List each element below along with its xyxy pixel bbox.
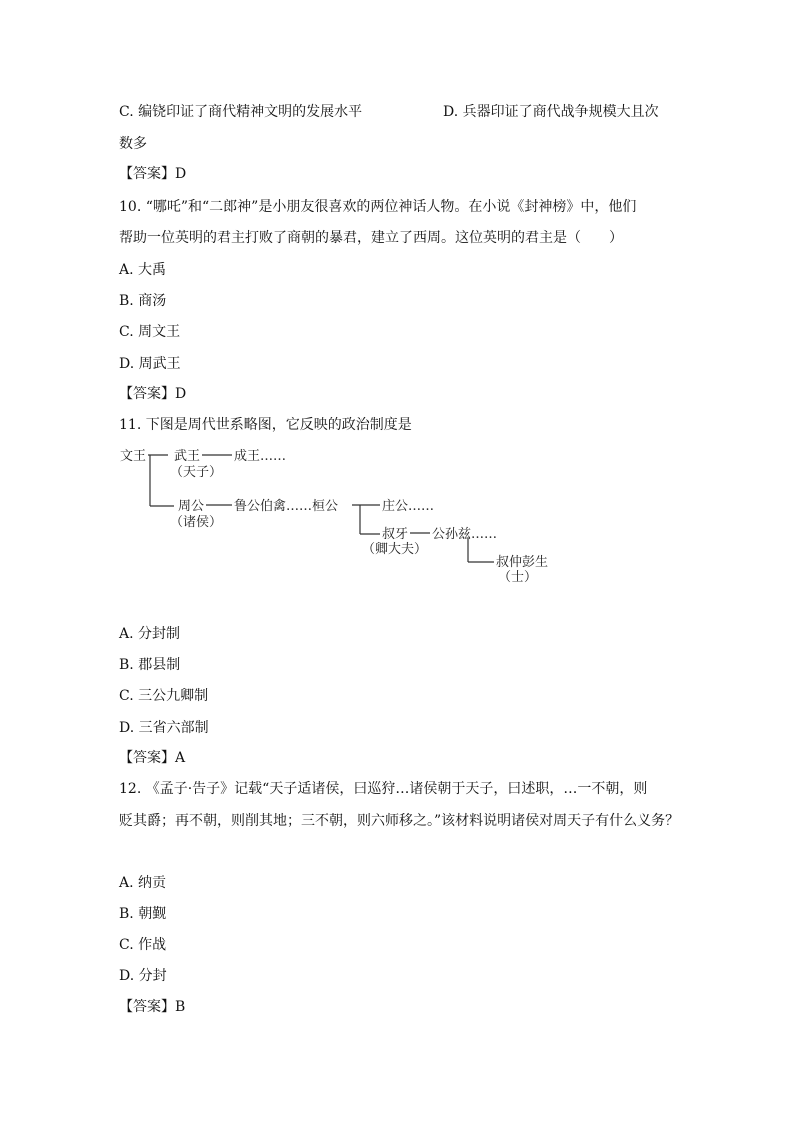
q9-option-c: C. 编铙印证了商代精神文明的发展水平	[119, 104, 363, 120]
q12-option-c: C. 作战	[119, 937, 167, 953]
node-shuya: 叔牙	[382, 527, 409, 542]
q12-option-d: D. 分封	[119, 968, 167, 984]
q11-option-b: B. 郡县制	[119, 657, 181, 673]
q10-option-c: C. 周文王	[119, 324, 181, 340]
node-wenwang: 文王	[120, 449, 147, 464]
q11-option-c: C. 三公九卿制	[119, 688, 209, 704]
q11-stem: 11. 下图是周代世系略图，它反映的政治制度是	[119, 417, 412, 433]
q9-option-d-continuation: 数多	[119, 136, 147, 152]
q12-option-a: A. 纳贡	[119, 875, 167, 891]
q10-option-a: A. 大禹	[119, 262, 167, 278]
q10-answer: 【答案】D	[119, 386, 187, 402]
q12-option-b: B. 朝觐	[119, 906, 167, 922]
q12-stem-line2: 贬其爵；再不朝，则削其地；三不朝，则六师移之。”该材料说明诸侯对周天子有什么义务？	[119, 813, 680, 829]
q9-option-d: D. 兵器印证了商代战争规模大且次	[443, 104, 659, 120]
q12-answer: 【答案】B	[119, 999, 186, 1015]
node-qingdafu: （卿大夫）	[362, 542, 428, 557]
node-shi: （士）	[498, 570, 538, 585]
q10-stem-line1: 10. “哪吒”和“二郎神”是小朋友很喜欢的两位神话人物。在小说《封神榜》中，他们	[119, 199, 637, 215]
q10-option-b: B. 商汤	[119, 293, 167, 309]
node-zhuanggong: 庄公……	[382, 499, 435, 514]
q11-option-a: A. 分封制	[119, 626, 181, 642]
q11-answer: 【答案】A	[119, 750, 186, 766]
q12-stem-line1: 12. 《孟子·告子》记载“天子适诸侯，曰巡狩…诸侯朝于天子，曰述职，…一不朝，则	[119, 781, 648, 797]
zhou-genealogy-diagram	[118, 446, 578, 586]
node-chengwang: 成王……	[234, 449, 287, 464]
node-wuwang: 武王	[174, 449, 201, 464]
q10-option-d: D. 周武王	[119, 356, 181, 372]
node-tianzi: （天子）	[170, 465, 223, 480]
q10-stem-line2: 帮助一位英明的君主打败了商朝的暴君，建立了西周。这位英明的君主是（ ）	[119, 230, 623, 246]
node-zhougong: 周公	[178, 499, 205, 514]
node-zhuhou: （诸侯）	[170, 515, 223, 530]
node-shuzhong: 叔仲彭生	[496, 555, 549, 570]
q9-answer: 【答案】D	[119, 166, 187, 182]
node-gongsunzi: 公孙兹……	[432, 527, 498, 542]
node-lugong-huangong: 鲁公伯禽……桓公	[234, 499, 339, 514]
q11-option-d: D. 三省六部制	[119, 720, 209, 736]
